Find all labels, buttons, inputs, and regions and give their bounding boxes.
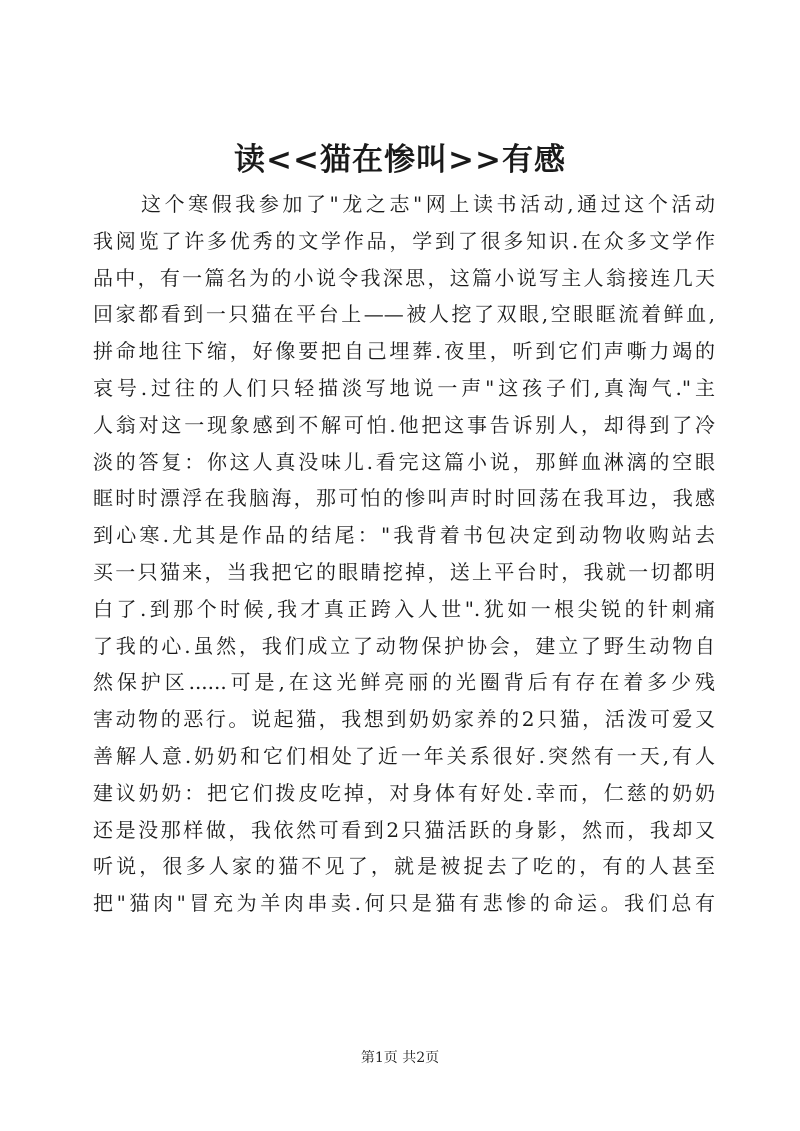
body-line: 白了.到那个时候,我才真正跨入人世".犹如一根尖锐的针刺痛 (93, 596, 715, 621)
body-line: 善解人意.奶奶和它们相处了近一年关系很好.突然有一天,有人 (93, 743, 715, 768)
body-line: 人翁对这一现象感到不解可怕.他把这事告诉别人，却得到了冷 (93, 412, 715, 437)
body-line: 哀号.过往的人们只轻描淡写地说一声"这孩子们,真淘气."主 (93, 375, 715, 400)
body-line: 回家都看到一只猫在平台上——被人挖了双眼,空眼眶流着鲜血, (93, 302, 715, 327)
body-line: 到心寒.尤其是作品的结尾："我背着书包决定到动物收购站去 (93, 523, 715, 548)
body-line: 眶时时漂浮在我脑海，那可怕的惨叫声时时回荡在我耳边，我感 (93, 486, 715, 511)
document-body (93, 186, 715, 922)
body-line: 了我的心.虽然，我们成立了动物保护协会，建立了野生动物自 (93, 633, 715, 658)
body-line: 这个寒假我参加了"龙之志"网上读书活动,通过这个活动 (141, 192, 715, 216)
body-line: 害动物的恶行。说起猫，我想到奶奶家养的2只猫，活泼可爱又 (93, 707, 715, 732)
body-line: 拼命地往下缩，好像要把自己埋葬.夜里，听到它们声嘶力竭的 (93, 339, 715, 364)
body-line: 还是没那样做，我依然可看到2只猫活跃的身影，然而，我却又 (93, 817, 715, 842)
body-line: 听说，很多人家的猫不见了，就是被捉去了吃的，有的人甚至 (93, 854, 715, 879)
body-line: 淡的答复：你这人真没味儿.看完这篇小说，那鲜血淋漓的空眼 (93, 449, 715, 474)
body-line: 然保护区......可是,在这光鲜亮丽的光圈背后有存在着多少残 (93, 670, 715, 695)
document-title: 读<<猫在惨叫>>有感 (234, 142, 566, 178)
body-line: 我阅览了许多优秀的文学作品，学到了很多知识.在众多文学作 (93, 228, 715, 253)
body-line: 品中，有一篇名为的小说令我深思，这篇小说写主人翁接连几天 (93, 265, 715, 290)
body-line: 建议奶奶：把它们拨皮吃掉，对身体有好处.幸而，仁慈的奶奶 (93, 780, 715, 805)
body-line: 买一只猫来，当我把它的眼睛挖掉，送上平台时，我就一切都明 (93, 559, 715, 584)
body-line: 把"猫肉"冒充为羊肉串卖.何只是猫有悲惨的命运。我们总有 (93, 891, 715, 916)
page-number-footer: 第1页 共2页 (360, 1050, 440, 1066)
